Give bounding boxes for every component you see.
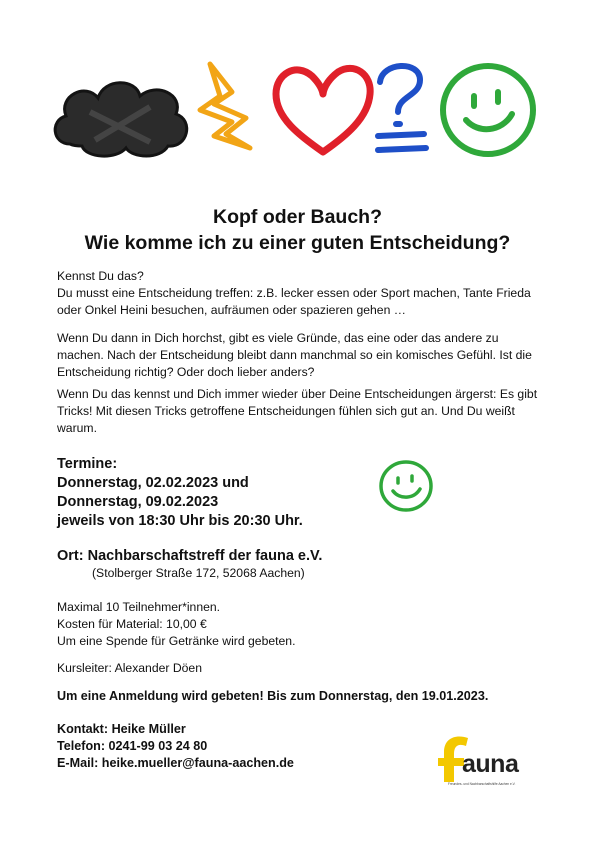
details-participants: Maximal 10 Teilnehmer*innen. [57, 600, 221, 614]
page-title [0, 204, 595, 256]
title-line-1: Kopf oder Bauch? [213, 206, 382, 228]
intro-line-2: Du musst eine Entscheidung treffen: z.B. lecker essen oder Sport machen, Tante Frieda oder Onkel Heini besuchen, aufräumen oder spazieren gehen … [57, 286, 531, 317]
kursleiter: Kursleiter: Alexander Döen [57, 661, 202, 675]
fauna-logo-tagline: Freundes- und Nachbarschaftshilfe Aachen e.V. [448, 782, 516, 786]
heart-icon [276, 68, 370, 152]
intro-text-3: Wenn Du das kennst und Dich immer wieder über Deine Entscheidungen ärgerst: Es gibt Tricks! Mit diesen Tricks getroffene Entscheidungen fühlen sich gut an. Und Du weißt warum. [57, 387, 538, 435]
title-line-2: Wie komme ich zu einer guten Entscheidung? [84, 232, 511, 254]
termine-time: jeweils von 18:30 Uhr bis 20:30 Uhr. [57, 513, 303, 529]
smiley-icon [443, 66, 533, 154]
question-mark-icon [378, 66, 426, 150]
fauna-logo-wordmark: auna [462, 750, 519, 778]
termine-section [57, 455, 387, 531]
header-icons [0, 52, 595, 162]
ort-address: (Stolberger Straße 172, 52068 Aachen) [92, 566, 305, 580]
intro-paragraph-3 [57, 386, 547, 437]
anmeldung-notice: Um eine Anmeldung wird gebeten! Bis zum Donnerstag, den 19.01.2023. [57, 689, 489, 703]
details-section [57, 599, 457, 650]
kontakt-email: E-Mail: heike.mueller@fauna-aachen.de [57, 756, 294, 770]
intro-paragraph-1 [57, 268, 547, 319]
kontakt-name: Kontakt: Heike Müller [57, 722, 186, 736]
kontakt-phone: Telefon: 0241-99 03 24 80 [57, 739, 208, 753]
ort-heading: Ort: Nachbarschaftstreff der fauna e.V. [57, 548, 323, 564]
intro-paragraph-2 [57, 330, 547, 381]
kontakt-section [57, 721, 437, 772]
intro-line-1: Kennst Du das? [57, 269, 144, 283]
smiley-small-icon [376, 456, 438, 516]
fauna-logo [438, 732, 536, 790]
details-cost: Kosten für Material: 10,00 € [57, 617, 207, 631]
lightning-icon [200, 64, 250, 148]
termine-date-2: Donnerstag, 09.02.2023 [57, 494, 219, 510]
details-donation: Um eine Spende für Getränke wird gebeten. [57, 634, 296, 648]
termine-date-1: Donnerstag, 02.02.2023 und [57, 475, 249, 491]
intro-text-2: Wenn Du dann in Dich horchst, gibt es viele Gründe, das eine oder das andere zu machen. Nach der Entscheidung bleibt dann manchmal so ein komisches Gefühl. Ist die Entscheidung richtig? Oder doch lieber anders? [57, 331, 532, 379]
cloud-icon [55, 83, 187, 156]
termine-heading: Termine: [57, 456, 118, 472]
